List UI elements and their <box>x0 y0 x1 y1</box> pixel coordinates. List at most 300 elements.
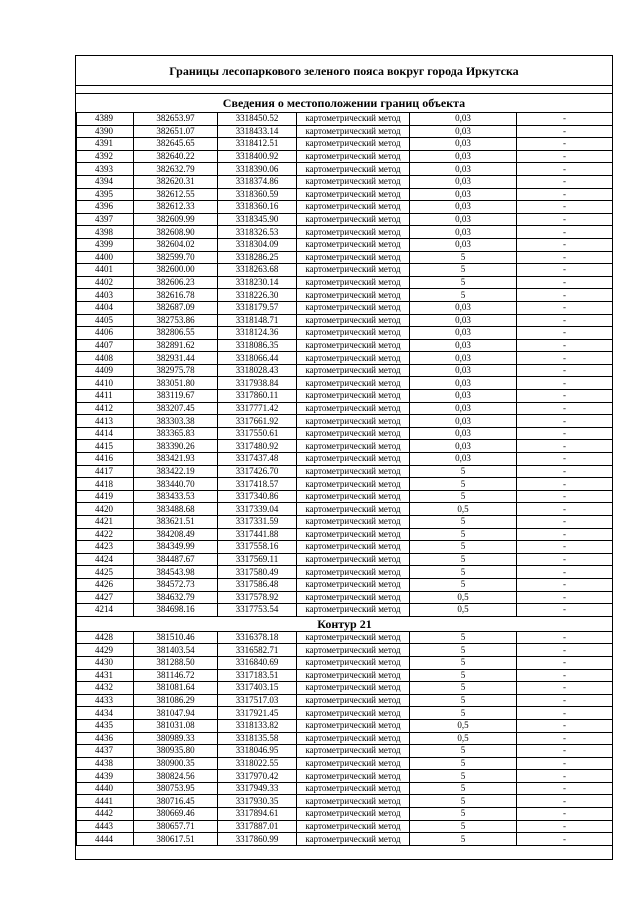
y-coordinate-cell: 3317403.15 <box>218 682 297 695</box>
accuracy-cell: 0,5 <box>410 732 517 745</box>
table-row <box>77 301 613 314</box>
accuracy-cell: 0,03 <box>410 213 517 226</box>
point-number-cell: 4438 <box>77 757 134 770</box>
accuracy-cell: 5 <box>410 707 517 720</box>
method-cell: картометрический метод <box>297 150 410 163</box>
table-row <box>77 808 613 821</box>
point-number-cell: 4403 <box>77 289 134 302</box>
note-cell: - <box>517 352 613 365</box>
note-cell: - <box>517 201 613 214</box>
method-cell: картометрический метод <box>297 656 410 669</box>
x-coordinate-cell: 381288.50 <box>134 656 218 669</box>
accuracy-cell: 0,03 <box>410 327 517 340</box>
accuracy-cell: 5 <box>410 251 517 264</box>
y-coordinate-cell: 3318450.52 <box>218 113 297 126</box>
note-cell: - <box>517 276 613 289</box>
table-row <box>77 707 613 720</box>
point-number-cell: 4401 <box>77 264 134 277</box>
note-cell: - <box>517 314 613 327</box>
method-cell: картометрический метод <box>297 553 410 566</box>
x-coordinate-cell: 382609.99 <box>134 213 218 226</box>
point-number-cell: 4393 <box>77 163 134 176</box>
note-cell: - <box>517 528 613 541</box>
y-coordinate-cell: 3317921.45 <box>218 707 297 720</box>
accuracy-cell: 5 <box>410 541 517 554</box>
point-number-cell: 4427 <box>77 591 134 604</box>
method-cell: картометрический метод <box>297 770 410 783</box>
point-number-cell: 4441 <box>77 795 134 808</box>
note-cell: - <box>517 415 613 428</box>
y-coordinate-cell: 3316840.69 <box>218 656 297 669</box>
note-cell: - <box>517 694 613 707</box>
note-cell: - <box>517 125 613 138</box>
table-row <box>77 213 613 226</box>
accuracy-cell: 0,5 <box>410 503 517 516</box>
table-row <box>77 377 613 390</box>
accuracy-cell: 5 <box>410 745 517 758</box>
note-cell: - <box>517 238 613 251</box>
table-row <box>77 226 613 239</box>
method-cell: картометрический метод <box>297 782 410 795</box>
method-cell: картометрический метод <box>297 566 410 579</box>
table-row <box>77 150 613 163</box>
x-coordinate-cell: 380989.33 <box>134 732 218 745</box>
x-coordinate-cell: 383421.93 <box>134 453 218 466</box>
point-number-cell: 4407 <box>77 339 134 352</box>
x-coordinate-cell: 383488.68 <box>134 503 218 516</box>
point-number-cell: 4392 <box>77 150 134 163</box>
method-cell: картометрический метод <box>297 264 410 277</box>
y-coordinate-cell: 3318135.58 <box>218 732 297 745</box>
note-cell: - <box>517 251 613 264</box>
y-coordinate-cell: 3318022.55 <box>218 757 297 770</box>
y-coordinate-cell: 3317517.03 <box>218 694 297 707</box>
x-coordinate-cell: 383390.26 <box>134 440 218 453</box>
accuracy-cell: 5 <box>410 656 517 669</box>
table-row <box>77 644 613 657</box>
x-coordinate-cell: 382687.09 <box>134 301 218 314</box>
method-cell: картометрический метод <box>297 682 410 695</box>
x-coordinate-cell: 380716.45 <box>134 795 218 808</box>
table-row <box>77 795 613 808</box>
table-row <box>77 289 613 302</box>
x-coordinate-cell: 383621.51 <box>134 516 218 529</box>
table-row <box>77 201 613 214</box>
accuracy-cell: 5 <box>410 795 517 808</box>
y-coordinate-cell: 3317339.04 <box>218 503 297 516</box>
table-row <box>77 276 613 289</box>
point-number-cell: 4416 <box>77 453 134 466</box>
x-coordinate-cell: 384208.49 <box>134 528 218 541</box>
note-cell: - <box>517 175 613 188</box>
x-coordinate-cell: 382653.97 <box>134 113 218 126</box>
accuracy-cell: 0,03 <box>410 364 517 377</box>
x-coordinate-cell: 380657.71 <box>134 820 218 833</box>
x-coordinate-cell: 381510.46 <box>134 631 218 644</box>
accuracy-cell: 0,03 <box>410 150 517 163</box>
accuracy-cell: 0,03 <box>410 238 517 251</box>
accuracy-cell: 0,5 <box>410 719 517 732</box>
note-cell: - <box>517 757 613 770</box>
y-coordinate-cell: 3318326.53 <box>218 226 297 239</box>
table-row <box>77 669 613 682</box>
method-cell: картометрический метод <box>297 226 410 239</box>
table-row <box>77 604 613 617</box>
x-coordinate-cell: 382651.07 <box>134 125 218 138</box>
y-coordinate-cell: 3317183.51 <box>218 669 297 682</box>
table-row <box>77 578 613 591</box>
table-row <box>77 138 613 151</box>
method-cell: картометрический метод <box>297 707 410 720</box>
method-cell: картометрический метод <box>297 745 410 758</box>
point-number-cell: 4426 <box>77 578 134 591</box>
note-cell: - <box>517 289 613 302</box>
note-cell: - <box>517 682 613 695</box>
table-row <box>77 503 613 516</box>
accuracy-cell: 0,03 <box>410 427 517 440</box>
accuracy-cell: 0,03 <box>410 352 517 365</box>
method-cell: картометрический метод <box>297 301 410 314</box>
x-coordinate-cell: 382753.86 <box>134 314 218 327</box>
table-row <box>77 682 613 695</box>
table-row <box>77 770 613 783</box>
note-cell: - <box>517 833 613 846</box>
document-title: Границы лесопаркового зеленого пояса вокруг города Иркутска <box>169 64 519 78</box>
note-cell: - <box>517 113 613 126</box>
point-number-cell: 4409 <box>77 364 134 377</box>
point-number-cell: 4433 <box>77 694 134 707</box>
method-cell: картометрический метод <box>297 757 410 770</box>
x-coordinate-cell: 382612.33 <box>134 201 218 214</box>
y-coordinate-cell: 3318124.36 <box>218 327 297 340</box>
method-cell: картометрический метод <box>297 175 410 188</box>
method-cell: картометрический метод <box>297 694 410 707</box>
method-cell: картометрический метод <box>297 364 410 377</box>
x-coordinate-cell: 380617.51 <box>134 833 218 846</box>
accuracy-cell: 5 <box>410 808 517 821</box>
table-row <box>77 465 613 478</box>
point-number-cell: 4413 <box>77 415 134 428</box>
y-coordinate-cell: 3318046.95 <box>218 745 297 758</box>
method-cell: картометрический метод <box>297 478 410 491</box>
section-title: Сведения о местоположении границ объекта <box>222 96 466 110</box>
table-row <box>77 516 613 529</box>
x-coordinate-cell: 382891.62 <box>134 339 218 352</box>
note-cell: - <box>517 226 613 239</box>
accuracy-cell: 5 <box>410 553 517 566</box>
table-row <box>77 782 613 795</box>
x-coordinate-cell: 382608.90 <box>134 226 218 239</box>
note-cell: - <box>517 150 613 163</box>
document-frame <box>75 55 613 860</box>
table-row <box>77 833 613 846</box>
accuracy-cell: 0,03 <box>410 402 517 415</box>
note-cell: - <box>517 377 613 390</box>
table-row <box>77 327 613 340</box>
y-coordinate-cell: 3317569.11 <box>218 553 297 566</box>
x-coordinate-cell: 382599.70 <box>134 251 218 264</box>
table-row <box>77 163 613 176</box>
point-number-cell: 4429 <box>77 644 134 657</box>
method-cell: картометрический метод <box>297 415 410 428</box>
accuracy-cell: 0,03 <box>410 163 517 176</box>
point-number-cell: 4398 <box>77 226 134 239</box>
y-coordinate-cell: 3318412.51 <box>218 138 297 151</box>
x-coordinate-cell: 382806.55 <box>134 327 218 340</box>
note-cell: - <box>517 656 613 669</box>
table-row <box>77 553 613 566</box>
y-coordinate-cell: 3317938.84 <box>218 377 297 390</box>
accuracy-cell: 0,03 <box>410 453 517 466</box>
point-number-cell: 4414 <box>77 427 134 440</box>
point-number-cell: 4423 <box>77 541 134 554</box>
table-row <box>77 415 613 428</box>
table-row <box>77 528 613 541</box>
x-coordinate-cell: 380669.46 <box>134 808 218 821</box>
accuracy-cell: 0,03 <box>410 440 517 453</box>
point-number-cell: 4390 <box>77 125 134 138</box>
note-cell: - <box>517 516 613 529</box>
accuracy-cell: 0,03 <box>410 301 517 314</box>
accuracy-cell: 5 <box>410 820 517 833</box>
y-coordinate-cell: 3318433.14 <box>218 125 297 138</box>
point-number-cell: 4424 <box>77 553 134 566</box>
point-number-cell: 4432 <box>77 682 134 695</box>
y-coordinate-cell: 3317753.54 <box>218 604 297 617</box>
y-coordinate-cell: 3318400.92 <box>218 150 297 163</box>
table-row <box>77 402 613 415</box>
x-coordinate-cell: 383440.70 <box>134 478 218 491</box>
note-cell: - <box>517 707 613 720</box>
table-row <box>77 314 613 327</box>
point-number-cell: 4425 <box>77 566 134 579</box>
title-divider <box>76 85 612 86</box>
table-row <box>77 478 613 491</box>
note-cell: - <box>517 264 613 277</box>
x-coordinate-cell: 382931.44 <box>134 352 218 365</box>
note-cell: - <box>517 719 613 732</box>
point-number-cell: 4442 <box>77 808 134 821</box>
point-number-cell: 4439 <box>77 770 134 783</box>
y-coordinate-cell: 3318066.44 <box>218 352 297 365</box>
table-row <box>77 251 613 264</box>
note-cell: - <box>517 503 613 516</box>
note-cell: - <box>517 301 613 314</box>
accuracy-cell: 0,03 <box>410 188 517 201</box>
x-coordinate-cell: 384572.73 <box>134 578 218 591</box>
point-number-cell: 4421 <box>77 516 134 529</box>
method-cell: картометрический метод <box>297 644 410 657</box>
point-number-cell: 4400 <box>77 251 134 264</box>
accuracy-cell: 5 <box>410 264 517 277</box>
point-number-cell: 4435 <box>77 719 134 732</box>
method-cell: картометрический метод <box>297 402 410 415</box>
method-cell: картометрический метод <box>297 820 410 833</box>
note-cell: - <box>517 440 613 453</box>
accuracy-cell: 5 <box>410 528 517 541</box>
x-coordinate-cell: 384487.67 <box>134 553 218 566</box>
method-cell: картометрический метод <box>297 719 410 732</box>
method-cell: картометрический метод <box>297 669 410 682</box>
method-cell: картометрический метод <box>297 528 410 541</box>
y-coordinate-cell: 3317331.59 <box>218 516 297 529</box>
y-coordinate-cell: 3317887.01 <box>218 820 297 833</box>
method-cell: картометрический метод <box>297 377 410 390</box>
point-number-cell: 4402 <box>77 276 134 289</box>
x-coordinate-cell: 381403.54 <box>134 644 218 657</box>
method-cell: картометрический метод <box>297 490 410 503</box>
y-coordinate-cell: 3318179.57 <box>218 301 297 314</box>
accuracy-cell: 5 <box>410 289 517 302</box>
point-number-cell: 4440 <box>77 782 134 795</box>
note-cell: - <box>517 732 613 745</box>
table-row <box>77 820 613 833</box>
y-coordinate-cell: 3317580.49 <box>218 566 297 579</box>
note-cell: - <box>517 427 613 440</box>
x-coordinate-cell: 383365.83 <box>134 427 218 440</box>
x-coordinate-cell: 382604.02 <box>134 238 218 251</box>
point-number-cell: 4419 <box>77 490 134 503</box>
method-cell: картометрический метод <box>297 238 410 251</box>
y-coordinate-cell: 3317586.48 <box>218 578 297 591</box>
y-coordinate-cell: 3317771.42 <box>218 402 297 415</box>
x-coordinate-cell: 380753.95 <box>134 782 218 795</box>
accuracy-cell: 0,03 <box>410 314 517 327</box>
method-cell: картометрический метод <box>297 591 410 604</box>
y-coordinate-cell: 3318345.90 <box>218 213 297 226</box>
table-row <box>77 732 613 745</box>
point-number-cell: 4428 <box>77 631 134 644</box>
x-coordinate-cell: 380935.80 <box>134 745 218 758</box>
accuracy-cell: 5 <box>410 578 517 591</box>
y-coordinate-cell: 3318230.14 <box>218 276 297 289</box>
method-cell: картометрический метод <box>297 276 410 289</box>
y-coordinate-cell: 3318028.43 <box>218 364 297 377</box>
coordinates-table <box>76 112 613 846</box>
y-coordinate-cell: 3317860.99 <box>218 833 297 846</box>
method-cell: картометрический метод <box>297 427 410 440</box>
x-coordinate-cell: 382640.22 <box>134 150 218 163</box>
y-coordinate-cell: 3318360.16 <box>218 201 297 214</box>
y-coordinate-cell: 3317578.92 <box>218 591 297 604</box>
method-cell: картометрический метод <box>297 465 410 478</box>
table-row <box>77 591 613 604</box>
x-coordinate-cell: 381086.29 <box>134 694 218 707</box>
point-number-cell: 4422 <box>77 528 134 541</box>
accuracy-cell: 0,03 <box>410 138 517 151</box>
table-row <box>77 339 613 352</box>
table-row <box>77 113 613 126</box>
x-coordinate-cell: 384632.79 <box>134 591 218 604</box>
table-row <box>77 238 613 251</box>
accuracy-cell: 5 <box>410 465 517 478</box>
point-number-cell: 4444 <box>77 833 134 846</box>
note-cell: - <box>517 490 613 503</box>
x-coordinate-cell: 382975.78 <box>134 364 218 377</box>
method-cell: картометрический метод <box>297 808 410 821</box>
method-cell: картометрический метод <box>297 833 410 846</box>
method-cell: картометрический метод <box>297 453 410 466</box>
table-row <box>77 453 613 466</box>
note-cell: - <box>517 631 613 644</box>
accuracy-cell: 0,03 <box>410 390 517 403</box>
y-coordinate-cell: 3318304.09 <box>218 238 297 251</box>
accuracy-cell: 5 <box>410 516 517 529</box>
method-cell: картометрический метод <box>297 213 410 226</box>
y-coordinate-cell: 3318133.82 <box>218 719 297 732</box>
method-cell: картометрический метод <box>297 339 410 352</box>
point-number-cell: 4436 <box>77 732 134 745</box>
y-coordinate-cell: 3317970.42 <box>218 770 297 783</box>
y-coordinate-cell: 3317894.61 <box>218 808 297 821</box>
note-cell: - <box>517 402 613 415</box>
x-coordinate-cell: 382600.00 <box>134 264 218 277</box>
y-coordinate-cell: 3316378.18 <box>218 631 297 644</box>
note-cell: - <box>517 163 613 176</box>
y-coordinate-cell: 3318390.06 <box>218 163 297 176</box>
x-coordinate-cell: 381081.64 <box>134 682 218 695</box>
accuracy-cell: 5 <box>410 694 517 707</box>
note-cell: - <box>517 541 613 554</box>
point-number-cell: 4399 <box>77 238 134 251</box>
y-coordinate-cell: 3318148.71 <box>218 314 297 327</box>
x-coordinate-cell: 383433.53 <box>134 490 218 503</box>
method-cell: картометрический метод <box>297 631 410 644</box>
method-cell: картометрический метод <box>297 188 410 201</box>
y-coordinate-cell: 3317550.61 <box>218 427 297 440</box>
accuracy-cell: 0,03 <box>410 339 517 352</box>
note-cell: - <box>517 770 613 783</box>
method-cell: картометрический метод <box>297 314 410 327</box>
note-cell: - <box>517 566 613 579</box>
note-cell: - <box>517 138 613 151</box>
point-number-cell: 4434 <box>77 707 134 720</box>
accuracy-cell: 5 <box>410 757 517 770</box>
note-cell: - <box>517 478 613 491</box>
x-coordinate-cell: 382632.79 <box>134 163 218 176</box>
point-number-cell: 4417 <box>77 465 134 478</box>
note-cell: - <box>517 795 613 808</box>
point-number-cell: 4412 <box>77 402 134 415</box>
method-cell: картометрический метод <box>297 795 410 808</box>
accuracy-cell: 0,03 <box>410 175 517 188</box>
point-number-cell: 4443 <box>77 820 134 833</box>
accuracy-cell: 0,03 <box>410 125 517 138</box>
x-coordinate-cell: 383422.19 <box>134 465 218 478</box>
table-row <box>77 490 613 503</box>
y-coordinate-cell: 3317437.48 <box>218 453 297 466</box>
point-number-cell: 4415 <box>77 440 134 453</box>
point-number-cell: 4420 <box>77 503 134 516</box>
note-cell: - <box>517 553 613 566</box>
accuracy-cell: 0,03 <box>410 377 517 390</box>
note-cell: - <box>517 644 613 657</box>
point-number-cell: 4408 <box>77 352 134 365</box>
method-cell: картометрический метод <box>297 732 410 745</box>
accuracy-cell: 5 <box>410 566 517 579</box>
table-row <box>77 757 613 770</box>
accuracy-cell: 0,03 <box>410 113 517 126</box>
table-row <box>77 188 613 201</box>
method-cell: картометрический метод <box>297 578 410 591</box>
x-coordinate-cell: 382645.65 <box>134 138 218 151</box>
note-cell: - <box>517 188 613 201</box>
x-coordinate-cell: 384698.16 <box>134 604 218 617</box>
accuracy-cell: 0,03 <box>410 226 517 239</box>
x-coordinate-cell: 383119.67 <box>134 390 218 403</box>
table-row <box>77 390 613 403</box>
x-coordinate-cell: 383207.45 <box>134 402 218 415</box>
